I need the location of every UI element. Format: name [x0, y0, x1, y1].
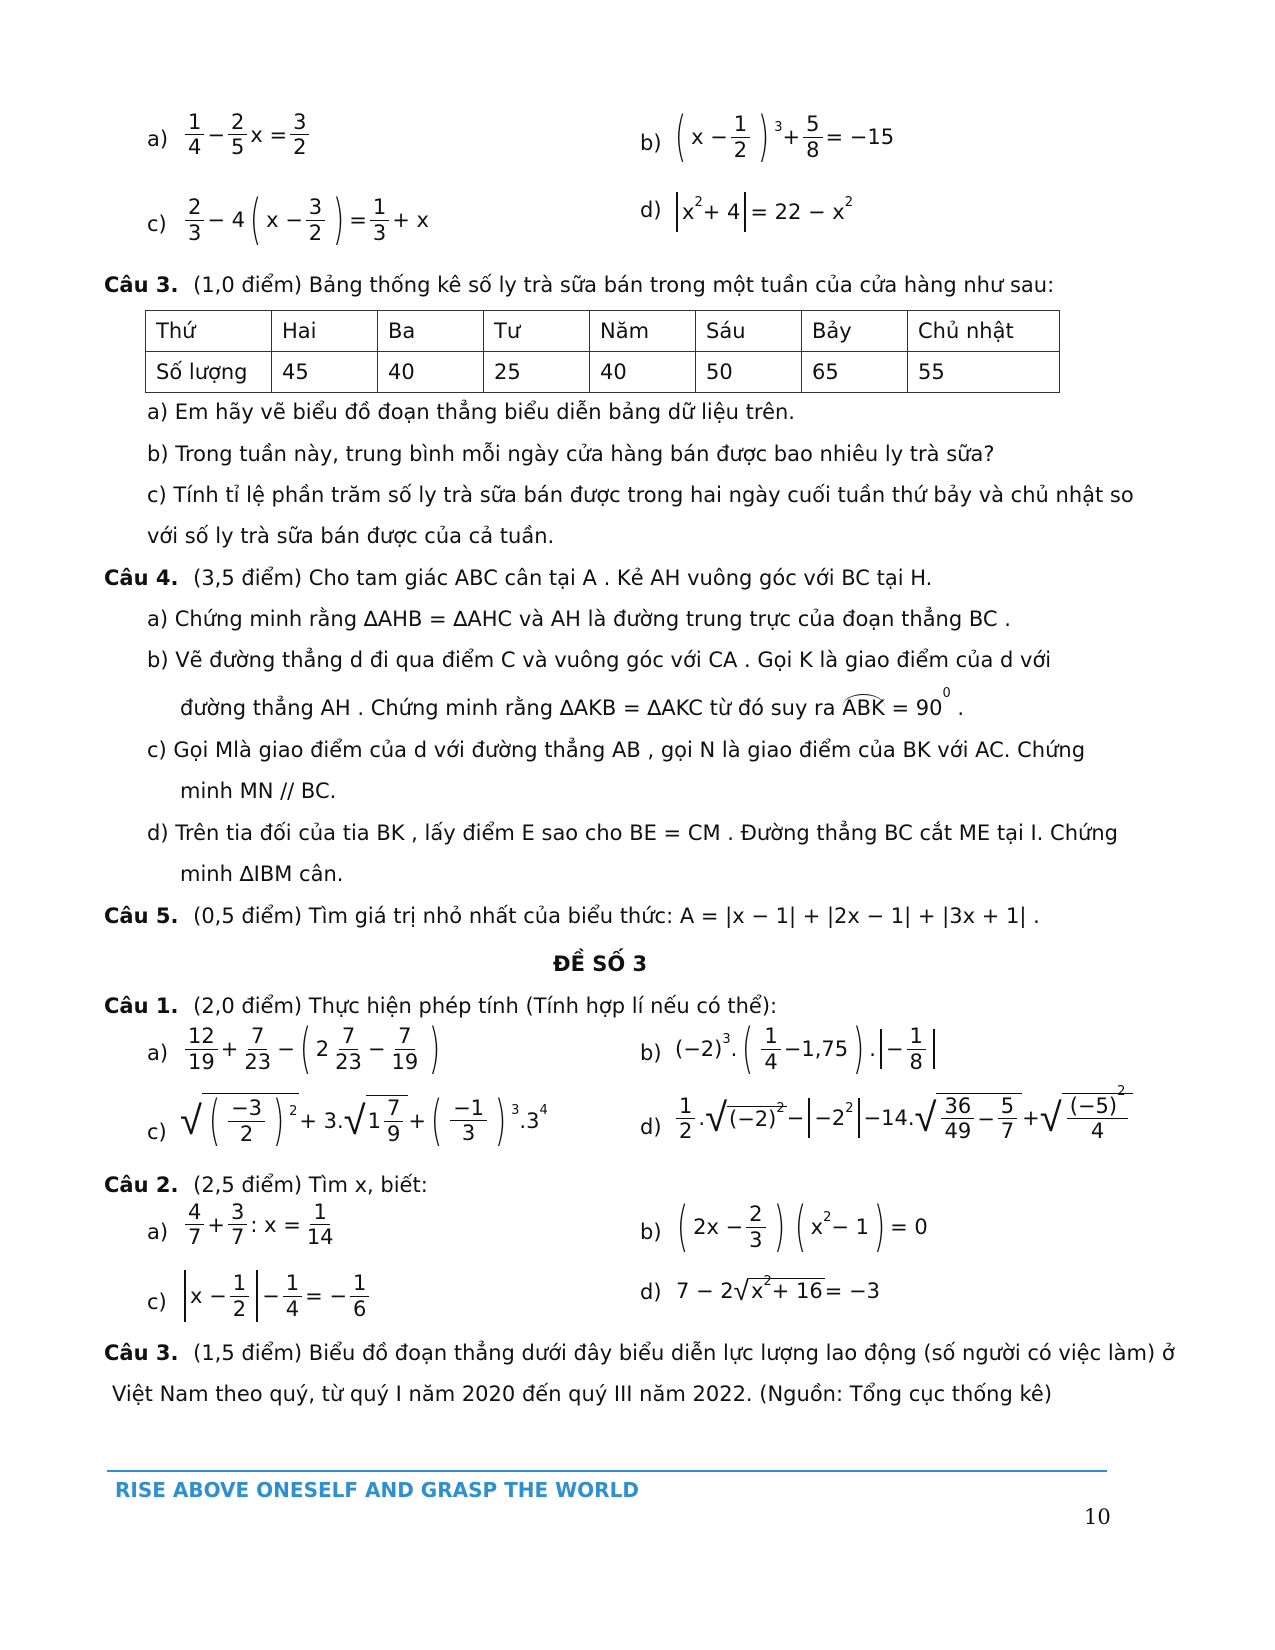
- q5-heading: [104, 904, 1040, 928]
- e3q3-text1: (1,5 điểm) Biểu đồ đoạn thẳng dưới đây biểu diễn lực lượng lao động (số người có việc làm) ở: [193, 1341, 1175, 1365]
- table-cell: 50: [696, 352, 802, 393]
- e3q2c-label: c): [147, 1290, 167, 1314]
- e3q1d-label: d): [640, 1115, 662, 1139]
- e3q1-heading: [104, 994, 777, 1018]
- q3-heading: [104, 273, 1054, 297]
- e3q3-heading: [104, 1341, 1175, 1365]
- q2c-equation: $\frac{2}{3}$ − 4 ( x − $\frac{3}{2}$ ) = $\frac{1}{3}$ + x: [182, 193, 429, 247]
- q3b-text: b) Trong tuần này, trung bình mỗi ngày cửa hàng bán được bao nhiêu ly trà sữa?: [147, 442, 995, 466]
- q2a-equation: $\frac{1}{4}$ − $\frac{2}{5}$ x = $\frac{3}{2}$: [182, 110, 312, 159]
- table-cell: Chủ nhật: [908, 311, 1060, 352]
- q3c-line1: c) Tính tỉ lệ phần trăm số ly trà sữa bán được trong hai ngày cuối tuần thứ bảy và chủ nhật so: [147, 483, 1134, 507]
- e3q3-text2: Việt Nam theo quý, từ quý I năm 2020 đến quý III năm 2022. (Nguồn: Tổng cục thống kê): [112, 1382, 1053, 1406]
- e3q2b-equation: ( 2x − $\frac{2}{3}$ ) ( x 2 − 1 ) = 0: [676, 1195, 928, 1258]
- e3q2d-equation: 7 − 2 √ x 2 + 16 = −3: [676, 1273, 880, 1307]
- table-cell: Bảy: [802, 311, 908, 352]
- q2d-equation: x 2 + 4 = 22 − x 2: [672, 192, 853, 232]
- e3q1b-expression: (−2) 3 . ( $\frac{1}{4}$ −1,75 ) . − $\frac{1}{8}$: [675, 1022, 939, 1076]
- q2b-label: b): [640, 131, 662, 155]
- table-cell: 40: [378, 352, 484, 393]
- angle-abk: ABK: [842, 696, 885, 720]
- table-cell: Ba: [378, 311, 484, 352]
- q3-title: Câu 3.: [104, 273, 179, 297]
- table-cell: Hai: [272, 311, 378, 352]
- q4a-text: a) Chứng minh rằng ∆AHB = ∆AHC và AH là đường trung trực của đoạn thẳng BC .: [147, 607, 1011, 631]
- e3q1b-label: b): [640, 1041, 662, 1065]
- table-cell: 65: [802, 352, 908, 393]
- q4b-eq: = 90: [884, 696, 943, 720]
- e3q2-heading: [104, 1173, 428, 1197]
- e3q2d-label: d): [640, 1280, 662, 1304]
- e3q1d-expression: $\frac{1}{2}$ . √ (−2) 2 − −2 2 −14. √ $\frac{36}{49}$ − $\frac{5}{7}$ + √ $\frac{(-5)^2}{4}$: [673, 1093, 1133, 1143]
- q5-title: Câu 5.: [104, 904, 179, 928]
- page-number: 10: [1084, 1505, 1111, 1529]
- q2b-equation: ( x − $\frac{1}{2}$ ) 3 + $\frac{5}{8}$ = −15: [674, 105, 895, 168]
- table-cell: 40: [590, 352, 696, 393]
- e3q1-text: (2,0 điểm) Thực hiện phép tính (Tính hợp lí nếu có thể):: [193, 994, 778, 1018]
- sales-table: [145, 310, 1060, 393]
- q2c-label: c): [147, 212, 167, 236]
- e3q1-title: Câu 1.: [104, 994, 179, 1018]
- q4c-line2: minh MN // BC.: [180, 779, 337, 803]
- q2d-label: d): [640, 198, 662, 222]
- q2a-label: a): [147, 127, 169, 151]
- q4d-line1: d) Trên tia đối của tia BK , lấy điểm E sao cho BE = CM . Đường thẳng BC cắt ME tại I. Chứng: [147, 821, 1118, 845]
- q4b-degree: 0: [942, 686, 951, 701]
- table-cell: Tư: [484, 311, 590, 352]
- footer-divider: [107, 1470, 1107, 1472]
- e3q1a-expression: $\frac{12}{19}$ + $\frac{7}{23}$ − ( 2 $\frac{7}{23}$ − $\frac{7}{19}$ ): [182, 1022, 445, 1076]
- q4b-line2-text: đường thẳng AH . Chứng minh rằng ∆AKB = ∆AKC từ đó suy ra: [180, 696, 843, 720]
- e3q2a-label: a): [147, 1220, 169, 1244]
- table-cell: Thứ: [146, 311, 272, 352]
- q4-text: (3,5 điểm) Cho tam giác ABC cân tại A . Kẻ AH vuông góc với BC tại H.: [193, 566, 933, 590]
- table-header-row: [146, 311, 1060, 352]
- q4c-line1: c) Gọi Mlà giao điểm của d với đường thẳng AB , gọi N là giao điểm của BK với AC. Chứng: [147, 738, 1086, 762]
- e3q2a-equation: $\frac{4}{7}$ + $\frac{3}{7}$ : x = $\frac{1}{14}$: [182, 1200, 340, 1249]
- e3q2-title: Câu 2.: [104, 1173, 179, 1197]
- e3q1c-label: c): [147, 1120, 167, 1144]
- exam3-heading: ĐỀ SỐ 3: [553, 952, 648, 976]
- table-cell: 25: [484, 352, 590, 393]
- q4d-line2: minh ∆IBM cân.: [180, 862, 344, 886]
- table-row: [146, 352, 1060, 393]
- q3a-text: a) Em hãy vẽ biểu đồ đoạn thẳng biểu diễn bảng dữ liệu trên.: [147, 400, 795, 424]
- e3q2-text: (2,5 điểm) Tìm x, biết:: [193, 1173, 428, 1197]
- q4-title: Câu 4.: [104, 566, 179, 590]
- e3q3-title: Câu 3.: [104, 1341, 179, 1365]
- table-cell: 55: [908, 352, 1060, 393]
- table-cell: Sáu: [696, 311, 802, 352]
- q4b-line2: [180, 686, 965, 720]
- q3c-line2: với số ly trà sữa bán được của cả tuần.: [147, 524, 555, 548]
- table-cell: 45: [272, 352, 378, 393]
- q4-heading: [104, 566, 932, 590]
- e3q1c-expression: √ ( $\frac{-3}{2}$ ) 2 + 3. √ 1 $\frac{7}{9}$ + ( $\frac{-1}{3}$ ) 3 .3 4: [180, 1088, 548, 1152]
- q3-text: (1,0 điểm) Bảng thống kê số ly trà sữa bán trong một tuần của cửa hàng như sau:: [193, 273, 1055, 297]
- footer-slogan: RISE ABOVE ONESELF AND GRASP THE WORLD: [115, 1478, 639, 1502]
- q4b-end: .: [950, 696, 965, 720]
- e3q2c-equation: x − $\frac{1}{2}$ − $\frac{1}{4}$ = − $\frac{1}{6}$: [180, 1270, 372, 1322]
- q4b-line1: b) Vẽ đường thẳng d đi qua điểm C và vuông góc với CA . Gọi K là giao điểm của d với: [147, 648, 1052, 672]
- table-cell: Năm: [590, 311, 696, 352]
- e3q1a-label: a): [147, 1041, 169, 1065]
- q5-text: (0,5 điểm) Tìm giá trị nhỏ nhất của biểu thức: A = |x − 1| + |2x − 1| + |3x + 1| .: [193, 904, 1040, 928]
- e3q2b-label: b): [640, 1220, 662, 1244]
- table-cell: Số lượng: [146, 352, 272, 393]
